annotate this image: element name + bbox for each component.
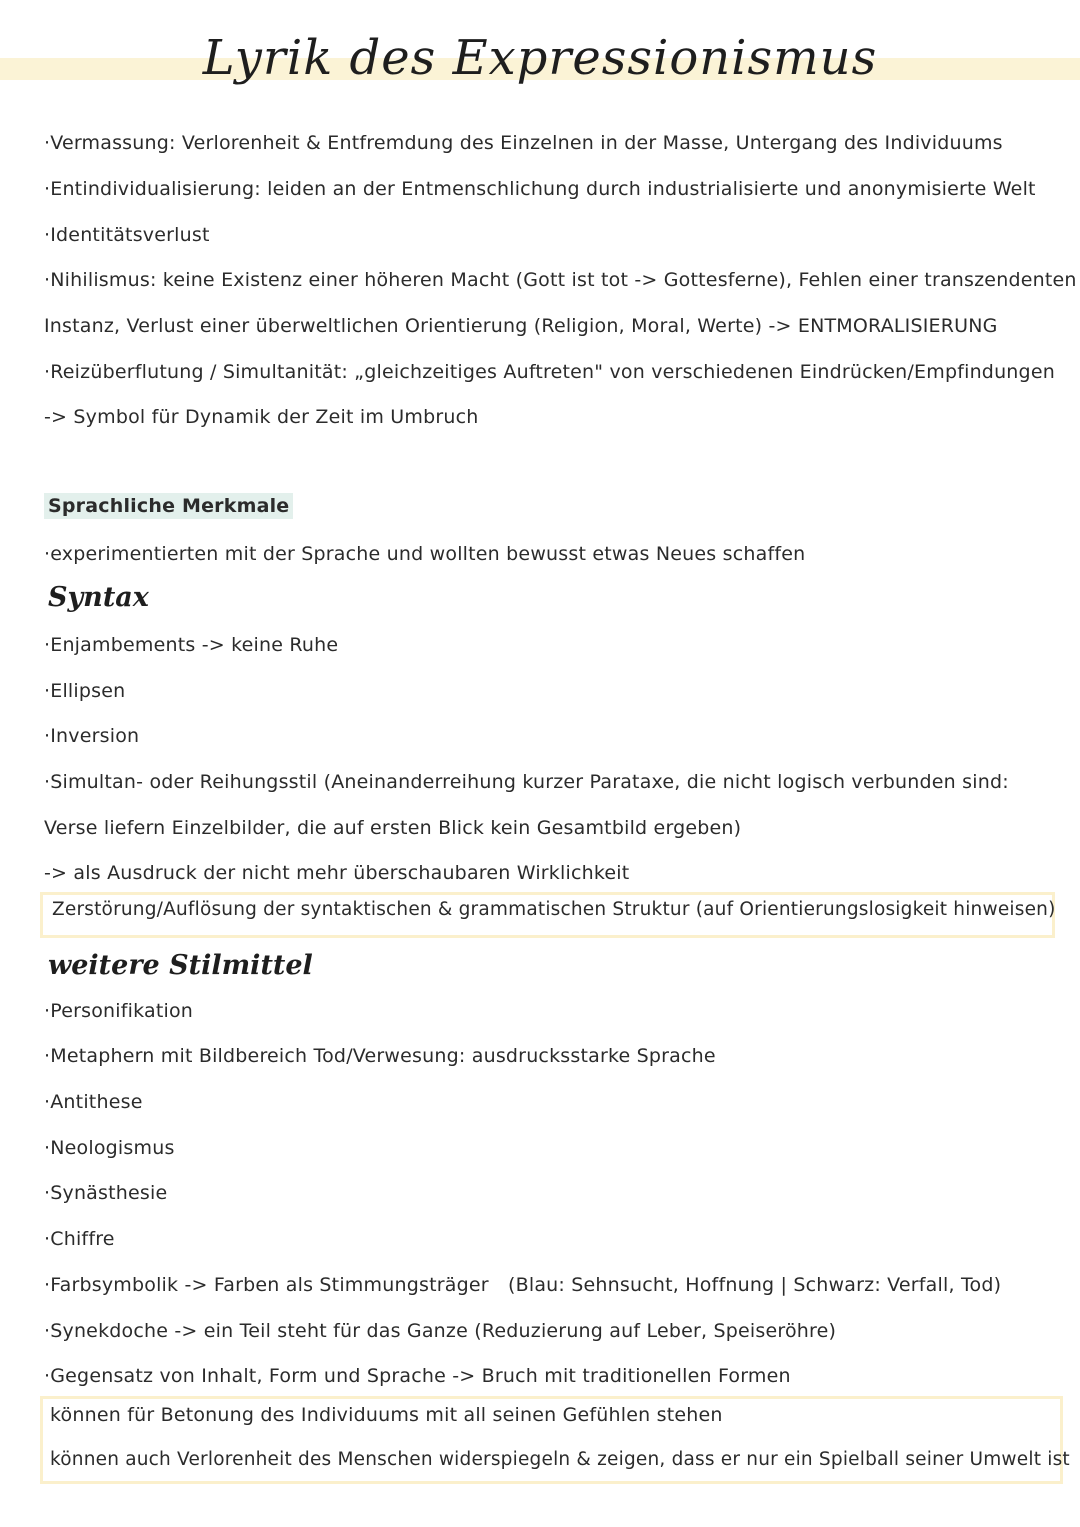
heading-text: Sprachliche Merkmale (44, 493, 293, 519)
text-line-reizueberflutung: ·Reizüberflutung / Simultanität: „gleichzeitiges Auftreten" von verschiedenen Eindrücken/Empfindungen (44, 361, 1055, 383)
list-item-simultanstil: ·Simultan- oder Reihungsstil (Aneinanderreihung kurzer Parataxe, die nicht logisch verbunden sind: (44, 771, 1009, 793)
boxed-text-betonung: können für Betonung des Individuums mit all seinen Gefühlen stehen (50, 1404, 723, 1426)
text-line-symbol: -> Symbol für Dynamik der Zeit im Umbruch (44, 406, 479, 428)
subheading-syntax: Syntax (48, 582, 149, 613)
text-line-ausdruck: -> als Ausdruck der nicht mehr überschaubaren Wirklichkeit (44, 862, 630, 884)
text-line-nihilismus: ·Nihilismus: keine Existenz einer höheren Macht (Gott ist tot -> Gottesferne), Fehlen einer transzendenten (44, 269, 1077, 291)
list-item-antithese: ·Antithese (44, 1091, 143, 1113)
text-line-vermassung: ·Vermassung: Verlorenheit & Entfremdung des Einzelnen in der Masse, Untergang des Individuums (44, 132, 1003, 154)
text-line-verse: Verse liefern Einzelbilder, die auf ersten Blick kein Gesamtbild ergeben) (44, 817, 742, 839)
list-item-chiffre: ·Chiffre (44, 1228, 115, 1250)
list-item-metaphern: ·Metaphern mit Bildbereich Tod/Verwesung: ausdrucksstarke Sprache (44, 1045, 716, 1067)
list-item-farbsymbolik: ·Farbsymbolik -> Farben als Stimmungsträger (44, 1274, 489, 1296)
text-line-entindividualisierung: ·Entindividualisierung: leiden an der Entmenschlichung durch industrialisierte und anonymisierte Welt (44, 178, 1036, 200)
list-item-neologismus: ·Neologismus (44, 1137, 175, 1159)
boxed-text-zerstoerung: Zerstörung/Auflösung der syntaktischen & grammatischen Struktur (auf Orientierungslosigkeit hinweisen) (52, 899, 1056, 920)
section-heading-sprachliche-merkmale (44, 495, 293, 517)
list-item-inversion: ·Inversion (44, 725, 140, 747)
text-line-identitaetsverlust: ·Identitätsverlust (44, 224, 210, 246)
subheading-weitere-stilmittel: weitere Stilmittel (48, 950, 313, 981)
list-item-ellipsen: ·Ellipsen (44, 680, 126, 702)
list-item-synekdoche: ·Synekdoche -> ein Teil steht für das Ganze (Reduzierung auf Leber, Speiseröhre) (44, 1320, 837, 1342)
list-item-synaesthesie: ·Synästhesie (44, 1182, 168, 1204)
list-item-enjambements: ·Enjambements -> keine Ruhe (44, 634, 339, 656)
list-item-personifikation: ·Personifikation (44, 1000, 194, 1022)
list-item-gegensatz: ·Gegensatz von Inhalt, Form und Sprache -> Bruch mit traditionellen Formen (44, 1365, 791, 1387)
page-title: Lyrik des Expressionismus (202, 30, 878, 86)
text-line-instanz: Instanz, Verlust einer überweltlichen Orientierung (Religion, Moral, Werte) -> ENTMORALISIERUNG (44, 315, 998, 337)
boxed-text-verlorenheit: können auch Verlorenheit des Menschen widerspiegeln & zeigen, dass er nur ein Spielball seiner Umwelt ist (50, 1449, 1070, 1470)
farbsymbolik-note: (Blau: Sehnsucht, Hoffnung | Schwarz: Verfall, Tod) (508, 1274, 1002, 1296)
text-line-experimentierten: ·experimentierten mit der Sprache und wollten bewusst etwas Neues schaffen (44, 543, 806, 565)
